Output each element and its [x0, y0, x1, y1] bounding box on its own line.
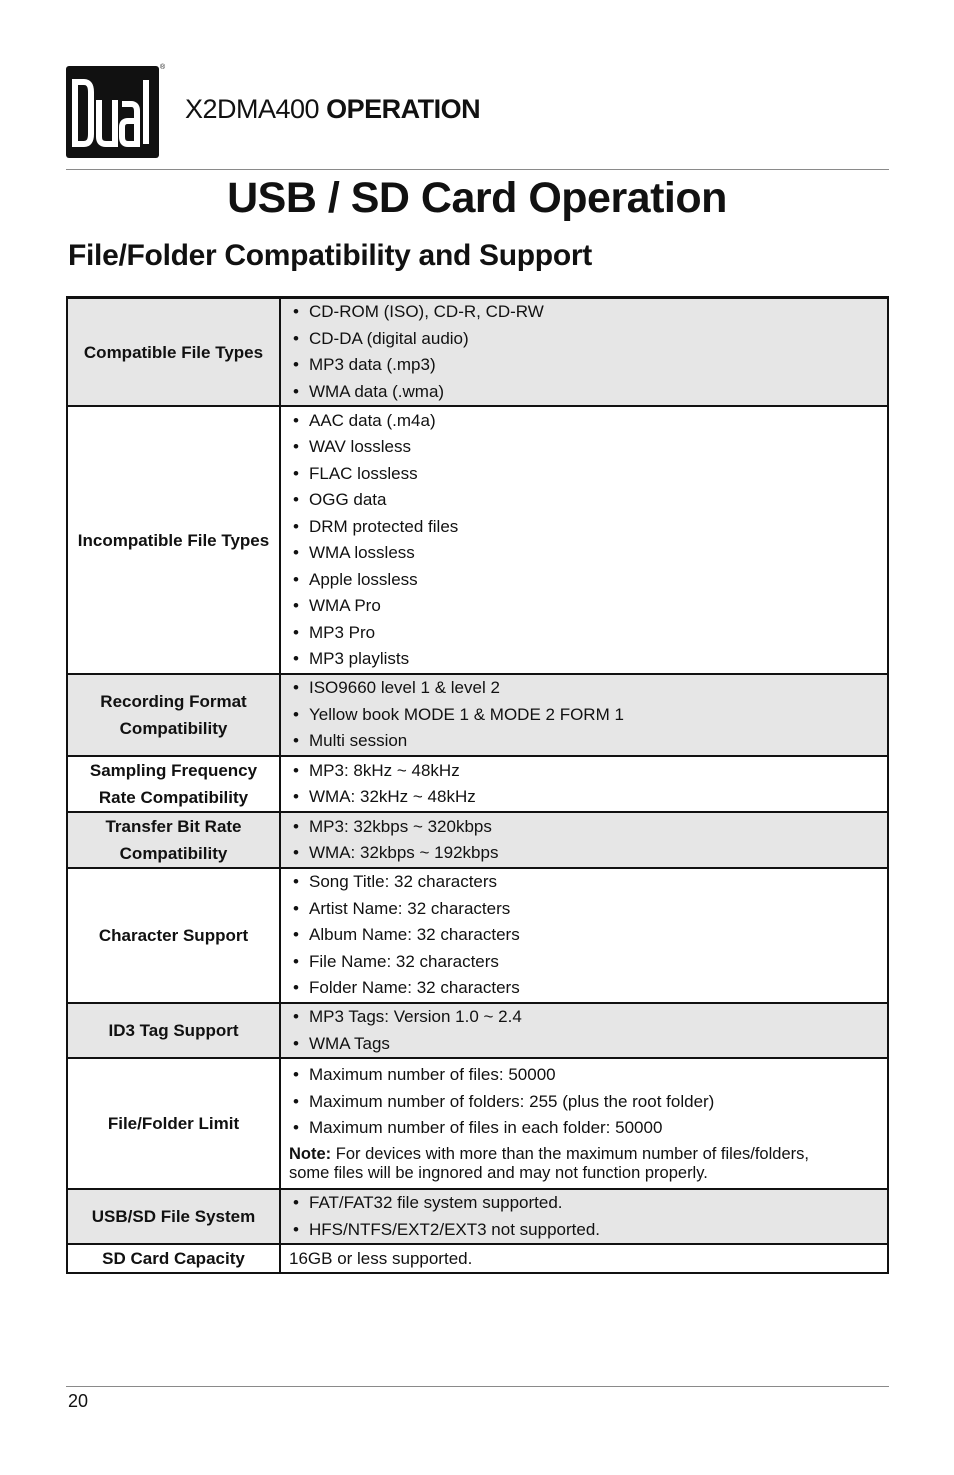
- list-item: • CD-DA (digital audio): [289, 326, 879, 353]
- footer-divider: [66, 1386, 889, 1387]
- list-item: • WMA: 32kHz ~ 48kHz: [289, 784, 879, 811]
- registered-mark: ®: [160, 64, 166, 71]
- row-label: Character Support: [67, 868, 280, 1003]
- table-row: [67, 812, 888, 868]
- section-title: File/Folder Compatibility and Support: [68, 239, 592, 272]
- page-title: USB / SD Card Operation: [227, 174, 727, 222]
- table-row: [67, 674, 888, 756]
- list-item: • Song Title: 32 characters: [289, 869, 879, 896]
- list-item: • Album Name: 32 characters: [289, 922, 879, 949]
- note-text: For devices with more than the maximum number of files/folders,: [335, 1144, 809, 1163]
- row-value: [280, 674, 888, 756]
- bullet-list: [289, 408, 879, 673]
- list-item: • MP3 Tags: Version 1.0 ~ 2.4: [289, 1004, 879, 1031]
- list-item: • Yellow book MODE 1 & MODE 2 FORM 1: [289, 702, 879, 729]
- row-label: USB/SD File System: [67, 1189, 280, 1244]
- list-item: • WMA Pro: [289, 593, 879, 620]
- table-row: [67, 298, 888, 407]
- note: [289, 1142, 879, 1185]
- list-item: • Maximum number of files: 50000: [289, 1062, 879, 1089]
- list-item: • Apple lossless: [289, 567, 879, 594]
- list-item: • WMA lossless: [289, 540, 879, 567]
- list-item: • MP3 Pro: [289, 620, 879, 647]
- list-item: • FLAC lossless: [289, 461, 879, 488]
- row-value: [280, 1003, 888, 1058]
- bullet-list: [289, 1062, 879, 1142]
- list-item: • OGG data: [289, 487, 879, 514]
- list-item: • AAC data (.m4a): [289, 408, 879, 435]
- bullet-list: [289, 814, 879, 867]
- dual-logo: [66, 66, 159, 158]
- bullet-list: [289, 675, 879, 755]
- row-label: [67, 756, 280, 812]
- list-item: • WMA data (.wma): [289, 379, 879, 406]
- list-item: • Folder Name: 32 characters: [289, 975, 879, 1002]
- dual-logo-mark: [66, 66, 159, 158]
- list-item: • Multi session: [289, 728, 879, 755]
- row-label: File/Folder Limit: [67, 1058, 280, 1189]
- list-item: • File Name: 32 characters: [289, 949, 879, 976]
- table-row: [67, 1058, 888, 1189]
- row-value: [280, 298, 888, 407]
- list-item: • Maximum number of folders: 255 (plus the root folder): [289, 1089, 879, 1116]
- row-label-line: Sampling Frequency: [89, 761, 258, 780]
- table-row: [67, 868, 888, 1003]
- table-row: [67, 1003, 888, 1058]
- row-value: [280, 406, 888, 674]
- table-row: [67, 1244, 888, 1273]
- row-label: Compatible File Types: [67, 298, 280, 407]
- list-item: • WMA Tags: [289, 1031, 879, 1058]
- list-item: • Artist Name: 32 characters: [289, 896, 879, 923]
- row-value: [280, 756, 888, 812]
- list-item: • WMA: 32kbps ~ 192kbps: [289, 840, 879, 867]
- row-label-line: Compatibility: [119, 844, 228, 863]
- bullet-list: [289, 1190, 879, 1243]
- header-section: OPERATION: [326, 94, 481, 124]
- list-item: • DRM protected files: [289, 514, 879, 541]
- row-label: ID3 Tag Support: [67, 1003, 280, 1058]
- row-label: Incompatible File Types: [67, 406, 280, 674]
- row-value: [280, 868, 888, 1003]
- list-item: • MP3 playlists: [289, 646, 879, 673]
- table-row: [67, 406, 888, 674]
- row-label-line: Rate Compatibility: [98, 788, 249, 807]
- list-item: • FAT/FAT32 file system supported.: [289, 1190, 879, 1217]
- list-item: • ISO9660 level 1 & level 2: [289, 675, 879, 702]
- row-label: [67, 674, 280, 756]
- list-item: • WAV lossless: [289, 434, 879, 461]
- header-title: [185, 94, 480, 125]
- bullet-list: [289, 299, 879, 405]
- bullet-list: [289, 869, 879, 1002]
- table-row: [67, 1189, 888, 1244]
- list-item: • CD-ROM (ISO), CD-R, CD-RW: [289, 299, 879, 326]
- note-text: some files will be ingnored and may not function properly.: [289, 1163, 708, 1182]
- row-label-line: Recording Format: [100, 692, 247, 711]
- row-label: SD Card Capacity: [67, 1244, 280, 1273]
- row-label-line: Compatibility: [119, 719, 228, 738]
- row-value: [280, 812, 888, 868]
- bullet-list: [289, 1004, 879, 1057]
- list-item: • MP3: 8kHz ~ 48kHz: [289, 758, 879, 785]
- header-divider: [66, 169, 889, 170]
- row-value: 16GB or less supported.: [280, 1244, 888, 1273]
- note-label: Note:: [289, 1144, 332, 1163]
- row-label: [67, 812, 280, 868]
- compatibility-table: [66, 296, 889, 1274]
- row-label-line: Transfer Bit Rate: [105, 817, 242, 836]
- list-item: • HFS/NTFS/EXT2/EXT3 not supported.: [289, 1217, 879, 1244]
- row-value: [280, 1058, 888, 1189]
- table-row: [67, 756, 888, 812]
- list-item: • Maximum number of files in each folder: 50000: [289, 1115, 879, 1142]
- list-item: • MP3: 32kbps ~ 320kbps: [289, 814, 879, 841]
- page-number: 20: [68, 1391, 89, 1411]
- list-item: • MP3 data (.mp3): [289, 352, 879, 379]
- row-value: [280, 1189, 888, 1244]
- model-name: X2DMA400: [185, 94, 320, 124]
- bullet-list: [289, 758, 879, 811]
